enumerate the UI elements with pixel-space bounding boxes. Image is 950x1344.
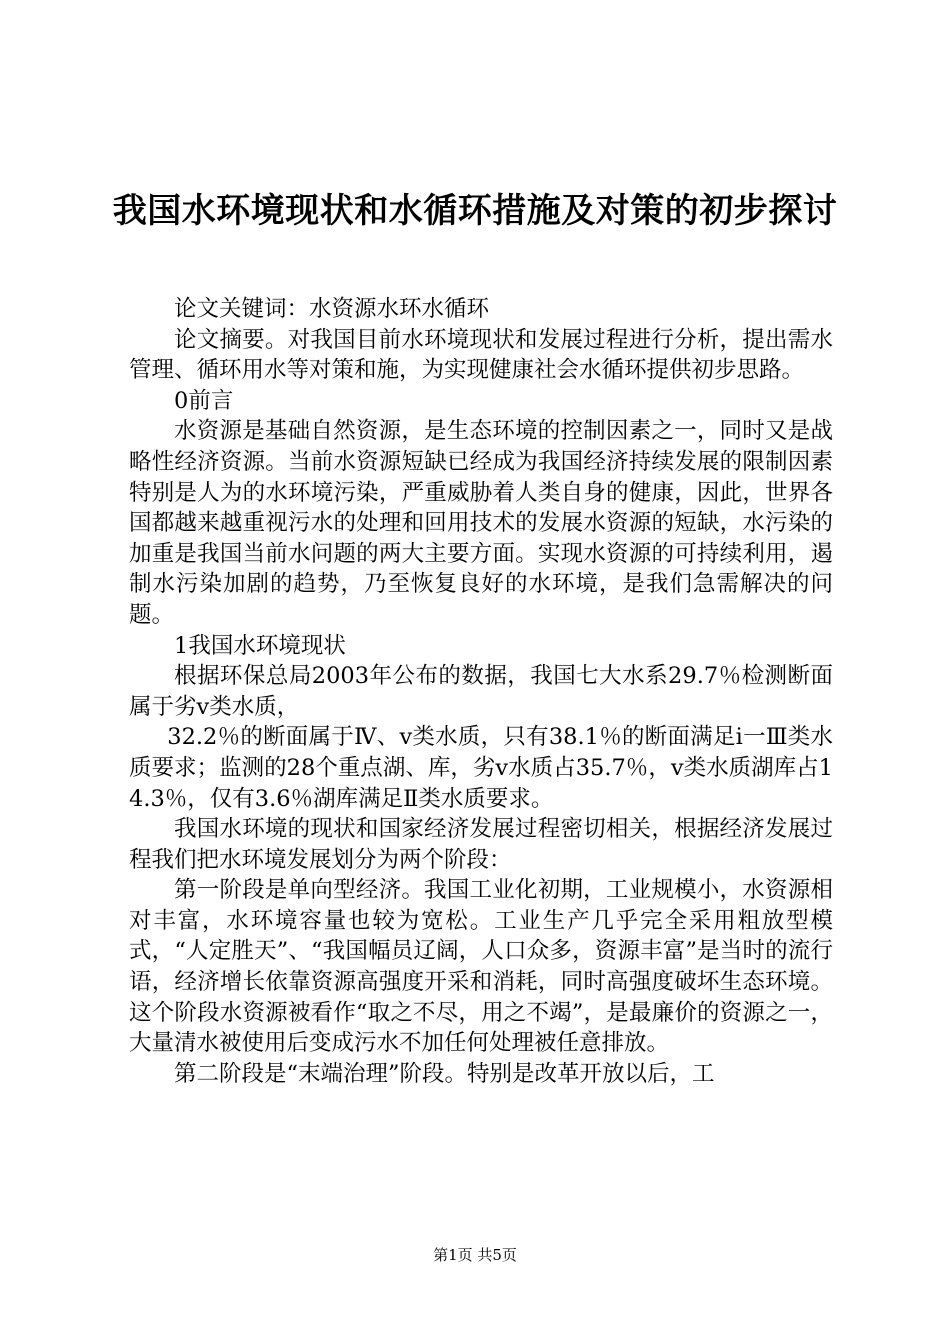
- body-paragraph: 水资源是基础自然资源，是生态环境的控制因素之一，同时又是战略性经济资源。当前水资源短缺已经成为我国经济持续发展的限制因素特别是人为的水环境污染，严重威胁着人类自身的健康，因此，世界各国都越来越重视污水的处理和回用技术的发展水资源的短缺，水污染的加重是我国当前水问题的两大主要方面。实现水资源的可持续利用，遏制水污染加剧的趋势，乃至恢复良好的水环境，是我们急需解决的问题。: [129, 418, 833, 628]
- section-heading-preface: 0前言: [174, 387, 234, 414]
- body-paragraph: 我国水环境的现状和国家经济发展过程密切相关，根据经济发展过程我们把水环境发展划分为两个阶段：: [129, 816, 833, 873]
- document-title: 我国水环境现状和水循环措施及对策的初步探讨: [112, 191, 838, 231]
- body-paragraph: 32.2％的断面属于Ⅳ、v类水质，只有38.1％的断面满足i一Ⅲ类水质要求；监测的28个重点湖、库，劣v水质占35.7％，v类水质湖库占14.3％，仅有3.6％湖库满足Ⅱ类水质要求。: [129, 724, 833, 812]
- body-paragraph: 根据环保总局2003年公布的数据，我国七大水系29.7％检测断面属于劣v类水质，: [129, 663, 833, 720]
- page-number-footer: 第1页 共5页: [433, 1246, 517, 1264]
- document-body: [129, 294, 833, 1089]
- body-paragraph: 第一阶段是单向型经济。我国工业化初期，工业规模小，水资源相对丰富，水环境容量也较为宽松。工业生产几乎完全采用粗放型模式，“人定胜天”、“我国幅员辽阔，人口众多，资源丰富”是当时的流行语，经济增长依靠资源高强度开采和消耗，同时高强度破坏生态环境。这个阶段水资源被看作“取之不尽，用之不竭”，是最廉价的资源之一，大量清水被使用后变成污水不加任何处理被任意排放。: [129, 877, 833, 1057]
- body-paragraph: 第二阶段是“末端治理”阶段。特别是改革开放以后，工: [174, 1060, 715, 1087]
- keywords-paragraph: 论文关键词：水资源水环水循环: [174, 296, 490, 322]
- abstract-paragraph: 论文摘要。对我国目前水环境现状和发展过程进行分析，提出需水管理、循环用水等对策和施，为实现健康社会水循环提供初步思路。: [129, 326, 833, 384]
- section-heading-status: 1我国水环境现状: [174, 632, 346, 659]
